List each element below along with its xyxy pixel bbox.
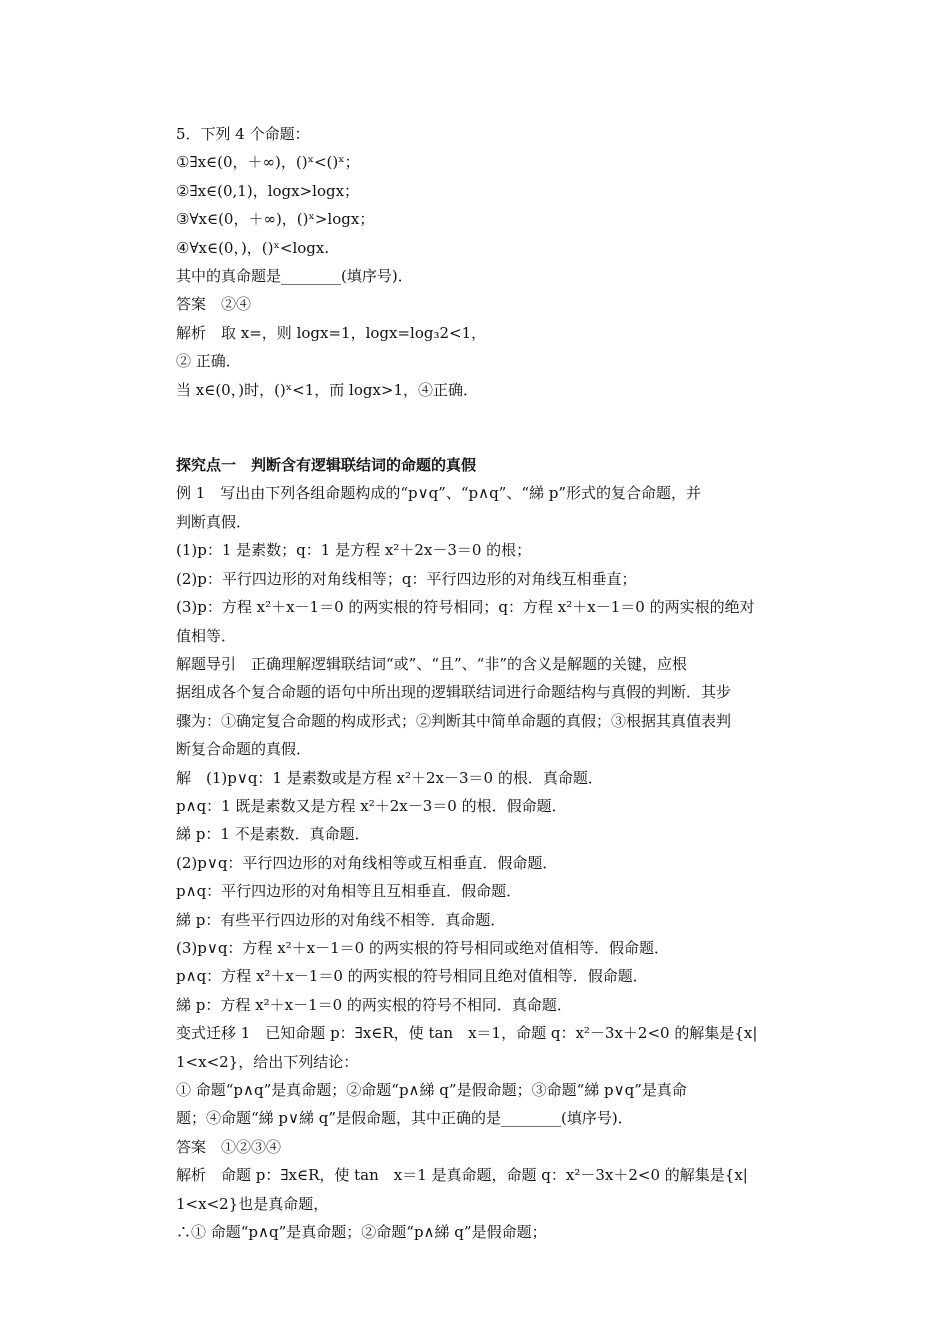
guide-line: 骤为：①确定复合命题的构成形式；②判断其中简单命题的真假；③根据其真值表判: [176, 711, 732, 730]
variant-line: 题；④命题“綈 p∨綈 q”是假命题，其中正确的是________(填序号)．: [176, 1109, 633, 1128]
example-line: (2)p：平行四边形的对角线相等；q：平行四边形的对角线互相垂直；: [176, 569, 637, 588]
example-line: 判断真假．: [176, 512, 252, 531]
solution-line: p∧q：1 既是素数又是方程 x²＋2x－3＝0 的根．假命题．: [176, 796, 567, 815]
proposition-3: ③∀x∈(0，＋∞)，()ˣ>logx；: [176, 210, 375, 229]
section-heading: 探究点一 判断含有逻辑联结词的命题的真假: [176, 456, 477, 475]
guide-line: 据组成各个复合命题的语句中所出现的逻辑联结词进行命题结构与真假的判断．其步: [176, 683, 732, 702]
problem-5-answer: 答案 ②④: [176, 295, 252, 314]
problem-5-title: 5．下列 4 个命题：: [176, 125, 310, 143]
solution-line: 解 (1)p∨q：1 是素数或是方程 x²＋2x－3＝0 的根．真命题．: [176, 768, 603, 787]
variant-answer: 答案 ①②③④: [176, 1137, 282, 1156]
guide-line: 解题导引 正确理解逻辑联结词“或”、“且”、“非”的含义是解题的关键，应根: [176, 654, 688, 673]
solution-line: (3)p∨q：方程 x²＋x－1＝0 的两实根的符号相同或绝对值相等．假命题．: [176, 938, 669, 957]
example-line: (1)p：1 是素数；q：1 是方程 x²＋2x－3＝0 的根；: [176, 541, 532, 560]
variant-line: 1<x<2}，给出下列结论：: [176, 1052, 359, 1071]
example-1: [176, 479, 816, 1246]
section-gap: [176, 404, 816, 451]
proposition-4: ④∀x∈(0，)，()ˣ<logx.: [176, 238, 330, 257]
proposition-1: ①∃x∈(0，＋∞)，()ˣ<()ˣ；: [176, 153, 360, 172]
solution-line: p∧q：平行四边形的对角相等且互相垂直．假命题．: [176, 882, 522, 901]
problem-5-question: 其中的真命题是________(填序号)．: [176, 267, 413, 286]
variant-line: 变式迁移 1 已知命题 p：∃x∈R，使 tan x＝1，命题 q：x²－3x＋2<0 的解集是{x|: [176, 1024, 758, 1043]
variant-analysis-line: 解析 命题 p：∃x∈R，使 tan x＝1 是真命题，命题 q：x²－3x＋2<0 的解集是{x|: [176, 1166, 748, 1185]
example-line: (3)p：方程 x²＋x－1＝0 的两实根的符号相同；q：方程 x²＋x－1＝0 的两实根的绝对: [176, 598, 755, 617]
document-page: [176, 120, 816, 1246]
example-line: 例 1 写出由下列各组命题构成的“p∨q”、“p∧q”、“綈 p”形式的复合命题，并: [176, 484, 702, 503]
problem-5-analysis-line: 解析 取 x=，则 logx=1，logx=log₃2<1，: [176, 323, 487, 342]
problem-5-analysis-line: 当 x∈(0，)时，()ˣ<1，而 logx>1，④正确．: [176, 380, 479, 399]
solution-line: p∧q：方程 x²＋x－1＝0 的两实根的符号相同且绝对值相等．假命题．: [176, 967, 648, 986]
proposition-2: ②∃x∈(0,1)，logx>logx；: [176, 181, 360, 200]
problem-5-analysis-line: ② 正确．: [176, 352, 241, 371]
example-line: 值相等．: [176, 626, 237, 645]
solution-line: (2)p∨q：平行四边形的对角线相等或互相垂直．假命题．: [176, 853, 558, 872]
problem-5: [176, 120, 816, 404]
solution-line: 綈 p：1 不是素数．真命题．: [176, 825, 370, 844]
solution-line: 綈 p：方程 x²＋x－1＝0 的两实根的符号不相同．真命题．: [176, 995, 572, 1014]
solution-line: 綈 p：有些平行四边形的对角线不相等．真命题．: [176, 910, 506, 929]
variant-line: ① 命题“p∧q”是真命题；②命题“p∧綈 q”是假命题；③命题“綈 p∨q”是真命: [176, 1081, 687, 1099]
guide-line: 断复合命题的真假．: [176, 740, 312, 759]
variant-analysis-line: ∴① 命题“p∧q”是真命题；②命题“p∧綈 q”是假命题；: [176, 1223, 547, 1242]
variant-analysis-line: 1<x<2}也是真命题，: [176, 1194, 329, 1213]
